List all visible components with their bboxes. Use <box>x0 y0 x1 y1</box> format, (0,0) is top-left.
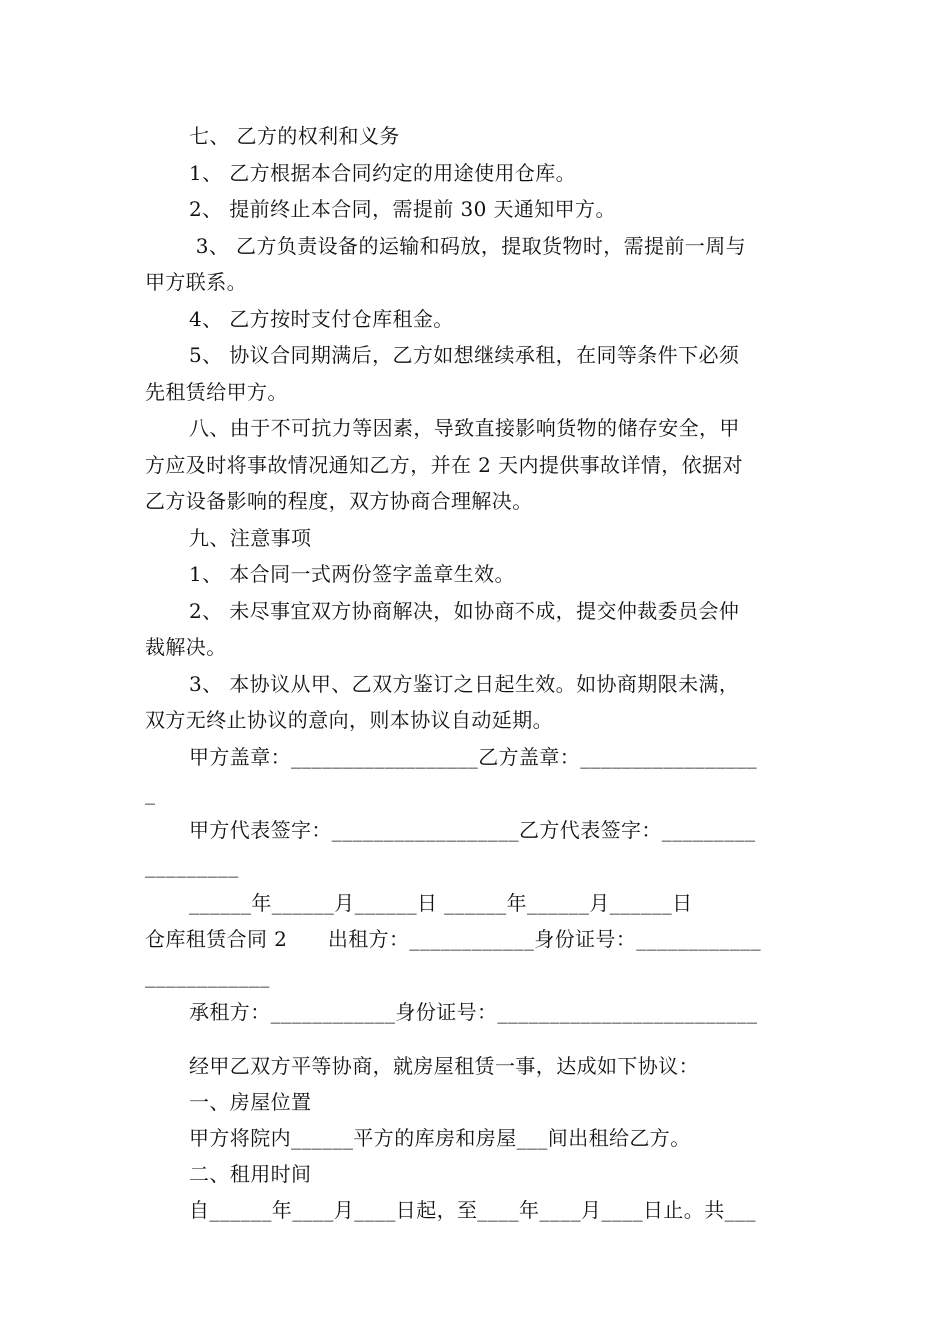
clause-9-3-line-2: 双方无终止协议的意向，则本协议自动延期。 <box>145 708 553 732</box>
clause-9-3-line-1: 3、 本协议从甲、乙双方鉴订之日起生效。如协商期限未满， <box>189 671 740 696</box>
section-heading-7: 七、 乙方的权利和义务 <box>189 124 400 148</box>
clause-9-1: 1、 本合同一式两份签字盖章生效。 <box>189 562 515 586</box>
clause-7-5-line-1: 5、 协议合同期满后，乙方如想继续承租，在同等条件下必须 <box>189 343 740 367</box>
seal-line-overflow: _ <box>145 781 156 805</box>
contract-2-lessor-line: 仓库租赁合同 2 出租方：____________身份证号：____________ <box>145 927 762 951</box>
section-8-line-3: 乙方设备影响的程度，双方协商合理解决。 <box>145 489 533 513</box>
lessee-line: 承租方：____________身份证号：_________________________ <box>189 1000 758 1024</box>
section-heading-9: 九、注意事项 <box>189 525 312 550</box>
contract-2-text-block <box>145 1048 807 1228</box>
clause-7-5-line-2: 先租赁给甲方。 <box>145 379 288 404</box>
contract-2-lessor-overflow: ____________ <box>145 963 270 988</box>
representative-signature-overflow: _________ <box>145 854 239 878</box>
section-heading-house-location: 一、房屋位置 <box>189 1090 312 1114</box>
representative-signature-line: 甲方代表签字：__________________乙方代表签字：_________ <box>189 817 756 842</box>
clause-9-2-line-2: 裁解决。 <box>145 635 227 659</box>
clause-7-4: 4、 乙方按时支付仓库租金。 <box>189 306 454 331</box>
seal-line: 甲方盖章：__________________乙方盖章：_________________ <box>189 744 757 769</box>
section-heading-rental-period: 二、租用时间 <box>189 1162 312 1186</box>
clause-7-3-line-2: 甲方联系。 <box>145 270 247 294</box>
contract-text-block <box>145 118 807 1031</box>
clause-9-2-line-1: 2、 未尽事宜双方协商解决，如协商不成，提交仲裁委员会仲 <box>189 598 740 623</box>
date-line: ______年______月______日 ______年______月______日 <box>189 890 693 915</box>
section-8-line-2: 方应及时将事故情况通知乙方，并在 2 天内提供事故详情，依据对 <box>145 452 743 477</box>
rental-period-clause: 自______年____月____日起，至____年____月____日止。共___ <box>189 1198 756 1222</box>
clause-7-2: 2、 提前终止本合同，需提前 30 天通知甲方。 <box>189 197 616 221</box>
clause-7-3-line-1: 3、 乙方负责设备的运输和码放，提取货物时，需提前一周与 <box>189 233 747 258</box>
agreement-intro: 经甲乙双方平等协商，就房屋租赁一事，达成如下协议： <box>189 1054 699 1078</box>
clause-7-1: 1、 乙方根据本合同约定的用途使用仓库。 <box>189 160 577 185</box>
house-location-clause: 甲方将院内______平方的库房和房屋___间出租给乙方。 <box>189 1126 691 1150</box>
section-8-line-1: 八、由于不可抗力等因素，导致直接影响货物的储存安全，甲 <box>189 416 740 440</box>
